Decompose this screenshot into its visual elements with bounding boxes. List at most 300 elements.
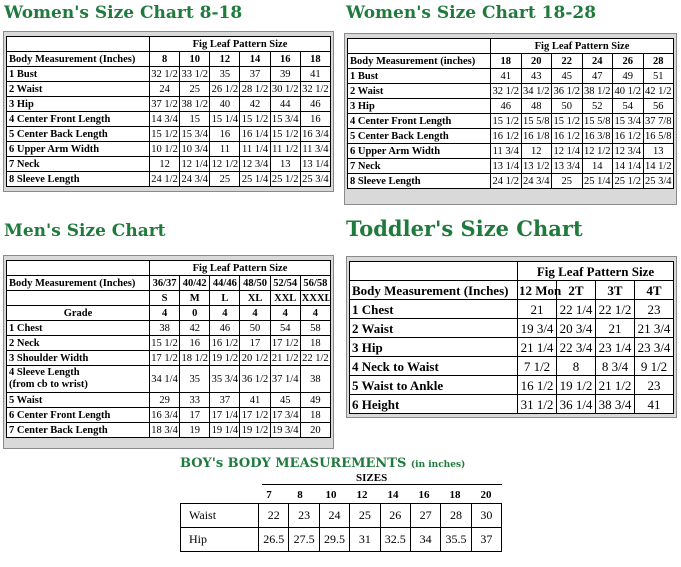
women_8_18-value-cell: 11 [210, 142, 240, 157]
women_18_28-row-label [348, 144, 491, 159]
mens-value-cell: 38 [150, 321, 180, 336]
women_18_28-value-cell: 11 3/4 [491, 144, 522, 159]
toddler-value-cell: 23 1/4 [596, 338, 635, 357]
boys-value-cell: 34 [410, 528, 440, 552]
women_18_28-value-cell: 13 3/4 [553, 160, 581, 172]
women_8_18-size-header: 16 [270, 52, 300, 67]
women_18_28-row-label-text: 7 Neck [350, 160, 381, 172]
women_18_28-row-label-text: 1 Bust [350, 70, 379, 82]
boys-value-cell: 29.5 [319, 528, 349, 552]
women_18_28-row-label-text: 5 Center Back Length [350, 130, 449, 142]
women_8_18-value-cell: 15 1/2 [271, 128, 299, 140]
women_18_28-corner-cell [348, 39, 491, 54]
mens-grade-value: 4 [300, 306, 330, 321]
toddler-data-row [350, 395, 674, 414]
mens-row-label-text: 7 Center Back Length [9, 424, 108, 436]
women_8_18-row-label-text: 5 Center Back Length [9, 128, 108, 140]
mens-value-cell: 41 [240, 393, 270, 408]
women_18_28-data-row [348, 69, 674, 84]
women_18_28-data-row [348, 99, 674, 114]
women-8-18-title: Women's Size Chart 8-18 [4, 3, 243, 23]
women_18_28-value-cell: 12 1/4 [553, 145, 581, 157]
women_8_18-value-cell: 15 [180, 112, 210, 127]
women_18_28-data-row [348, 159, 674, 174]
women_8_18-value-cell: 16 [300, 112, 330, 127]
women_8_18-value-cell: 15 3/4 [271, 113, 299, 125]
women_18_28-size-header: 26 [613, 54, 644, 69]
women_18_28-row-label [348, 174, 491, 189]
mens-grade-value: 4 [150, 306, 180, 321]
women_18_28-value-cell: 14 1/2 [644, 160, 672, 172]
mens-table [6, 260, 331, 438]
mens-grade-label: Grade [7, 306, 150, 321]
mens-value-cell: 16 1/2 [211, 337, 239, 349]
mens-letter-size: L [210, 291, 240, 306]
boys-size-number: 18 [449, 489, 461, 501]
mens-value-cell: 20 [300, 423, 330, 438]
women_8_18-value-cell: 25 3/4 [302, 173, 329, 185]
mens-letter-size: S [150, 291, 180, 306]
women_8_18-value-cell: 13 [270, 157, 300, 172]
toddler-value-cell: 16 1/2 [518, 376, 557, 395]
mens-value-cell: 45 [270, 393, 300, 408]
women_18_28-size-header: 20 [521, 54, 552, 69]
women_18_28-value-cell: 16 5/8 [644, 130, 672, 142]
women_8_18-size-row [7, 52, 331, 67]
women_8_18-value-cell: 25 1/2 [271, 173, 299, 185]
women_18_28-size-header: 24 [582, 54, 613, 69]
mens-value-cell: 22 1/2 [302, 352, 329, 364]
toddler-value-cell: 23 [635, 376, 674, 395]
boys-value-cell: 37 [471, 528, 501, 552]
toddler-value-cell: 21 [596, 319, 635, 338]
mens-row-label [7, 351, 150, 366]
boys-sizes-rule [262, 484, 502, 485]
women_18_28-value-cell: 14 [582, 159, 613, 174]
women_8_18-row-label [7, 127, 150, 142]
women_8_18-row-label-text: 4 Center Front Length [9, 113, 111, 125]
women_18_28-value-cell: 16 1/8 [522, 130, 550, 142]
women_8_18-value-cell: 15 1/2 [151, 128, 178, 140]
women_8_18-value-cell: 15 1/4 [211, 113, 239, 125]
mens-grade-value: 4 [240, 306, 270, 321]
women_18_28-value-cell: 50 [552, 99, 583, 114]
women_8_18-row-label [7, 82, 150, 97]
mens-data-row [7, 351, 331, 366]
toddler-size-header: 3T [596, 281, 635, 300]
mens-size-header: 36/37 [150, 276, 180, 291]
women_8_18-value-cell: 24 1/2 [151, 173, 178, 185]
mens-value-cell: 38 [300, 366, 330, 393]
boys-value-cell: 23 [289, 504, 319, 528]
mens-row-label [7, 393, 150, 408]
women_18_28-row-label [348, 129, 491, 144]
boys-sizes-label: SIZES [356, 472, 388, 484]
women_8_18-value-cell: 10 3/4 [181, 143, 208, 155]
women_18_28-value-cell: 25 1/4 [583, 175, 611, 187]
women_18_28-size-row [348, 54, 674, 69]
boys-size-number: 7 [266, 489, 272, 501]
women_18_28-value-cell: 40 1/2 [614, 85, 642, 97]
women_18_28-value-cell: 56 [643, 99, 674, 114]
boys-size-number: 20 [480, 489, 492, 501]
mens-data-row [7, 408, 331, 423]
mens-value-cell: 15 1/2 [151, 337, 178, 349]
women_18_28-value-cell: 24 3/4 [522, 175, 550, 187]
mens-data-row [7, 393, 331, 408]
women_18_28-value-cell: 47 [582, 69, 613, 84]
mens-value-cell: 17 1/2 [151, 352, 178, 364]
women_8_18-data-row [7, 97, 331, 112]
women_18_28-value-cell: 12 3/4 [614, 145, 642, 157]
women_18_28-data-row [348, 114, 674, 129]
toddler-value-cell: 9 1/2 [635, 357, 674, 376]
mens-row-label-text: 4 Sleeve Length [9, 367, 80, 378]
women_18_28-data-row [348, 129, 674, 144]
mens-size-header: 48/50 [240, 276, 270, 291]
mens-row-label-text: 5 Waist [9, 394, 43, 406]
toddler-row-label [350, 376, 518, 395]
toddler-data-row [350, 338, 674, 357]
women_8_18-row-label-text: 8 Sleeve Length [9, 173, 80, 185]
women_8_18-value-cell: 11 3/4 [300, 142, 330, 157]
women_18_28-data-row [348, 144, 674, 159]
women_8_18-value-cell: 24 [150, 82, 180, 97]
women_8_18-value-cell: 14 3/4 [151, 113, 178, 125]
toddler-value-cell: 21 1/4 [518, 338, 557, 357]
mens-value-cell: 58 [300, 321, 330, 336]
women_18_28-value-cell: 15 1/2 [553, 115, 581, 127]
women_18_28-header-label: Body Measurement (inches) [348, 54, 491, 69]
mens-title: Men's Size Chart [4, 221, 166, 241]
women_18_28-row-label [348, 159, 491, 174]
toddler-value-cell: 21 1/2 [596, 376, 635, 395]
women_18_28-value-cell: 42 1/2 [644, 85, 672, 97]
toddler-value-cell: 36 1/4 [557, 395, 596, 414]
mens-grade-value: 4 [210, 306, 240, 321]
women_8_18-value-cell: 42 [240, 97, 270, 112]
women_18_28-value-cell: 34 1/2 [522, 85, 550, 97]
toddler-row-label-text: 2 Waist [352, 320, 394, 336]
women_18_28-value-cell: 54 [613, 99, 644, 114]
women_8_18-value-cell: 25 1/4 [241, 173, 269, 185]
toddler-chart [346, 256, 677, 418]
boys-value-cell: 32.5 [380, 528, 410, 552]
women_8_18-value-cell: 15 3/4 [181, 128, 208, 140]
women_8_18-value-cell: 41 [300, 67, 330, 82]
toddler-value-cell: 22 1/4 [557, 300, 596, 319]
women_18_28-value-cell: 13 1/2 [522, 160, 550, 172]
mens-value-cell: 46 [210, 321, 240, 336]
toddler-size-header: 4T [635, 281, 674, 300]
women_8_18-header-label: Body Measurement (Inches) [7, 52, 150, 67]
mens-row-label [7, 366, 150, 393]
mens-size-header: 40/42 [180, 276, 210, 291]
toddler-value-cell: 19 3/4 [518, 319, 557, 338]
boys-table [180, 503, 502, 552]
boys-title-text: BOY's BODY MEASUREMENTS [180, 456, 407, 471]
toddler-row-label [350, 319, 518, 338]
women_18_28-size-header: 22 [552, 54, 583, 69]
mens-value-cell: 33 [180, 393, 210, 408]
mens-row-label-text: 6 Center Front Length [9, 409, 111, 421]
toddler-row-label-text: 5 Waist to Ankle [352, 377, 444, 393]
toddler-value-cell: 23 [635, 300, 674, 319]
boys-title [180, 456, 465, 471]
women_18_28-value-cell: 25 1/2 [614, 175, 642, 187]
mens-value-cell: 18 [300, 336, 330, 351]
women_18_28-row-label [348, 84, 491, 99]
mens-data-row [7, 423, 331, 438]
women_18_28-row-label-text: 2 Waist [350, 85, 384, 97]
mens-value-cell: 17 [180, 408, 210, 423]
women_18_28-value-cell: 24 1/2 [492, 175, 520, 187]
women_8_18-value-cell: 25 [210, 172, 240, 187]
mens-header-label: Body Measurement (Inches) [7, 276, 150, 291]
toddler-title: Toddler's Size Chart [346, 216, 583, 241]
women_8_18-value-cell: 16 1/4 [241, 128, 269, 140]
women_8_18-data-row [7, 127, 331, 142]
women_8_18-group-header: Fig Leaf Pattern Size [150, 37, 331, 52]
boys-row-label: Hip [181, 528, 259, 552]
mens-value-cell: 37 [210, 393, 240, 408]
women_8_18-row-label [7, 142, 150, 157]
toddler-row-label-text: 1 Chest [352, 301, 394, 317]
mens-data-row [7, 366, 331, 393]
boys-value-cell: 27 [410, 504, 440, 528]
mens-value-cell: 17 1/2 [241, 409, 269, 421]
mens-letter-size: XXL [270, 291, 300, 306]
boys-size-number: 8 [297, 489, 303, 501]
mens-value-cell: 35 3/4 [210, 366, 240, 393]
mens-corner-cell [7, 261, 150, 276]
mens-value-cell: 36 1/2 [240, 366, 270, 393]
mens-size-row [7, 276, 331, 291]
mens-value-cell: 17 3/4 [271, 409, 299, 421]
mens-value-cell: 54 [270, 321, 300, 336]
women-18-28-chart [344, 33, 677, 205]
toddler-value-cell: 7 1/2 [518, 357, 557, 376]
boys-size-number: 14 [387, 489, 399, 501]
boys-value-cell: 35.5 [441, 528, 471, 552]
toddler-value-cell: 8 [557, 357, 596, 376]
mens-value-cell: 19 1/4 [211, 424, 239, 436]
toddler-corner-cell [350, 262, 518, 281]
women_8_18-row-label-text: 6 Upper Arm Width [9, 143, 100, 155]
toddler-value-cell: 22 1/2 [596, 300, 635, 319]
women_8_18-row-label [7, 97, 150, 112]
mens-group-header: Fig Leaf Pattern Size [150, 261, 331, 276]
mens-value-cell: 34 1/4 [150, 366, 180, 393]
boys-value-cell: 31 [350, 528, 380, 552]
mens-size-header: 44/46 [210, 276, 240, 291]
toddler-size-row [350, 281, 674, 300]
women_8_18-group-row [7, 37, 331, 52]
women_8_18-size-header: 10 [180, 52, 210, 67]
mens-row-label-text: 2 Neck [9, 337, 40, 349]
women_8_18-value-cell: 10 1/2 [151, 143, 178, 155]
mens-data-row [7, 336, 331, 351]
boys-data-row [181, 528, 502, 552]
boys-value-cell: 24 [319, 504, 349, 528]
mens-row-label [7, 321, 150, 336]
toddler-data-row [350, 376, 674, 395]
toddler-row-label-text: 6 Height [352, 396, 400, 412]
women_8_18-value-cell: 12 1/2 [211, 158, 239, 170]
women_8_18-value-cell: 12 3/4 [241, 158, 269, 170]
women_18_28-value-cell: 15 1/2 [492, 115, 520, 127]
women_18_28-value-cell: 15 3/4 [614, 115, 642, 127]
mens-value-cell: 50 [240, 321, 270, 336]
women_18_28-group-row [348, 39, 674, 54]
women_18_28-value-cell: 37 7/8 [644, 115, 672, 127]
women_18_28-value-cell: 14 1/4 [614, 160, 642, 172]
women_18_28-value-cell: 16 1/2 [553, 130, 581, 142]
women_8_18-value-cell: 11 1/2 [272, 143, 299, 155]
women_8_18-value-cell: 16 3/4 [302, 128, 329, 140]
mens-letter-size: M [180, 291, 210, 306]
boys-value-cell: 28 [441, 504, 471, 528]
toddler-value-cell: 8 3/4 [596, 357, 635, 376]
women_8_18-value-cell: 32 1/2 [151, 68, 178, 80]
women_18_28-value-cell: 25 [552, 174, 583, 189]
women_8_18-value-cell: 39 [270, 67, 300, 82]
women_18_28-value-cell: 32 1/2 [492, 85, 520, 97]
women_18_28-value-cell: 43 [521, 69, 552, 84]
mens-letter-row [7, 291, 331, 306]
women-8-18-chart [3, 31, 334, 192]
women_18_28-value-cell: 52 [582, 99, 613, 114]
toddler-group-header: Fig Leaf Pattern Size [518, 262, 674, 281]
mens-value-cell: 17 [240, 336, 270, 351]
toddler-value-cell: 31 1/2 [518, 395, 557, 414]
toddler-group-row [350, 262, 674, 281]
women_8_18-value-cell: 33 1/2 [181, 68, 208, 80]
mens-value-cell: 19 1/2 [241, 424, 269, 436]
women_18_28-value-cell: 16 1/2 [492, 130, 520, 142]
women_8_18-value-cell: 25 [180, 82, 210, 97]
women_8_18-value-cell: 35 [210, 67, 240, 82]
mens-value-cell: 19 [180, 423, 210, 438]
mens-row-label [7, 336, 150, 351]
mens-grade-value: 4 [270, 306, 300, 321]
women_8_18-value-cell: 13 1/4 [302, 158, 329, 170]
toddler-value-cell: 38 3/4 [596, 395, 635, 414]
women_18_28-group-header: Fig Leaf Pattern Size [491, 39, 674, 54]
mens-value-cell: 20 1/2 [241, 352, 269, 364]
mens-grade-row [7, 306, 331, 321]
toddler-table [349, 261, 674, 414]
mens-value-cell: 17 1/2 [271, 337, 299, 349]
toddler-row-label [350, 338, 518, 357]
women_8_18-data-row [7, 112, 331, 127]
women_8_18-row-label [7, 67, 150, 82]
boys-value-cell: 27.5 [289, 528, 319, 552]
women_8_18-value-cell: 40 [210, 97, 240, 112]
women_18_28-row-label [348, 114, 491, 129]
women_8_18-value-cell: 38 1/2 [181, 98, 208, 110]
women_18_28-value-cell: 13 1/4 [492, 160, 520, 172]
mens-value-cell: 42 [180, 321, 210, 336]
mens-value-cell: 17 1/4 [211, 409, 239, 421]
toddler-value-cell: 22 3/4 [557, 338, 596, 357]
women-18-28-table [347, 38, 674, 189]
women_8_18-value-cell: 12 [150, 157, 180, 172]
women_18_28-row-label-text: 6 Upper Arm Width [350, 145, 441, 157]
women_8_18-value-cell: 24 3/4 [181, 173, 208, 185]
women_18_28-row-label [348, 99, 491, 114]
women_8_18-row-label [7, 157, 150, 172]
toddler-row-label-text: 4 Neck to Waist [352, 358, 439, 374]
women_8_18-row-label [7, 172, 150, 187]
women_18_28-value-cell: 49 [613, 69, 644, 84]
toddler-row-label-text: 3 Hip [352, 339, 383, 355]
toddler-header-label: Body Measurement (Inches) [350, 281, 518, 300]
mens-row-sublabel: (from cb to wrist) [9, 379, 88, 390]
mens-value-cell: 49 [300, 393, 330, 408]
women_18_28-value-cell: 12 1/2 [583, 145, 611, 157]
women_8_18-data-row [7, 82, 331, 97]
toddler-value-cell: 20 3/4 [557, 319, 596, 338]
women_8_18-data-row [7, 67, 331, 82]
boys-value-cell: 26 [380, 504, 410, 528]
women_18_28-row-label-text: 4 Center Front Length [350, 115, 452, 127]
mens-value-cell: 18 1/2 [181, 352, 208, 364]
toddler-size-header: 12 Mon [519, 282, 562, 298]
women_18_28-value-cell: 15 5/8 [522, 115, 550, 127]
women_8_18-row-label-text: 7 Neck [9, 158, 40, 170]
women_8_18-data-row [7, 157, 331, 172]
women_8_18-size-header: 18 [300, 52, 330, 67]
women_8_18-value-cell: 37 1/2 [151, 98, 178, 110]
mens-letter-size: XL [240, 291, 270, 306]
women_8_18-row-label-text: 3 Hip [9, 98, 34, 110]
mens-value-cell: 18 3/4 [151, 424, 178, 436]
mens-value-cell: 19 1/2 [211, 352, 239, 364]
women-18-28-title: Women's Size Chart 18-28 [346, 3, 597, 23]
mens-data-row [7, 321, 331, 336]
toddler-data-row [350, 300, 674, 319]
toddler-data-row [350, 357, 674, 376]
women_8_18-corner-cell [7, 37, 150, 52]
women_8_18-value-cell: 26 1/2 [211, 83, 239, 95]
mens-letter-blank [7, 291, 150, 306]
women_18_28-data-row [348, 174, 674, 189]
boys-data-row [181, 504, 502, 528]
women_18_28-row-label-text: 3 Hip [350, 100, 375, 112]
mens-value-cell: 19 3/4 [271, 424, 299, 436]
women_8_18-value-cell: 16 [210, 127, 240, 142]
toddler-row-label [350, 300, 518, 319]
mens-value-cell: 35 [180, 366, 210, 393]
women_8_18-size-header: 12 [210, 52, 240, 67]
women_8_18-value-cell: 37 [240, 67, 270, 82]
women_18_28-row-label [348, 69, 491, 84]
mens-size-header: 56/58 [300, 276, 330, 291]
women_18_28-size-header: 18 [491, 54, 522, 69]
mens-value-cell: 29 [150, 393, 180, 408]
mens-row-label-text: 1 Chest [9, 322, 43, 334]
mens-value-cell: 16 3/4 [151, 409, 178, 421]
mens-chart [3, 255, 334, 449]
women_8_18-value-cell: 46 [300, 97, 330, 112]
mens-row-label [7, 408, 150, 423]
women_18_28-value-cell: 13 [643, 144, 674, 159]
boys-value-cell: 30 [471, 504, 501, 528]
women_18_28-value-cell: 36 1/2 [553, 85, 581, 97]
mens-row-label [7, 423, 150, 438]
women_18_28-value-cell: 38 1/2 [583, 85, 611, 97]
